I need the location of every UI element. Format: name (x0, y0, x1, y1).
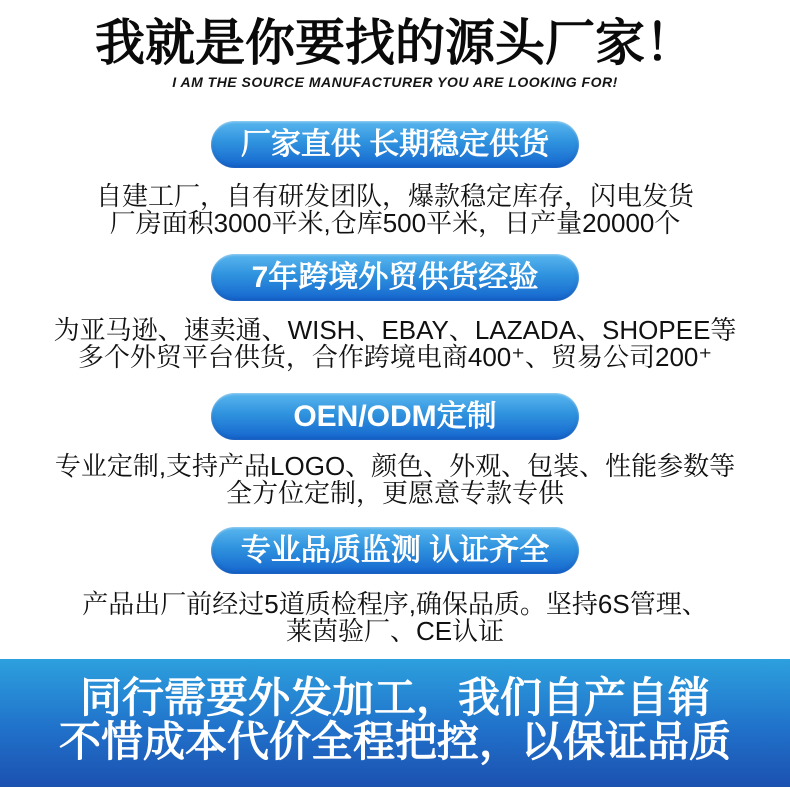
feature-section-quality-testing (0, 527, 790, 645)
feature-pill-oem-odm: OEN/ODM定制 (211, 393, 579, 440)
feature-description-line: 全方位定制，更愿意专款专供 (225, 478, 564, 508)
feature-pill-export-experience: 7年跨境外贸供货经验 (211, 254, 579, 301)
footer-line: 不惜成本代价全程把控，以保证品质 (58, 718, 731, 765)
feature-description-line: 自建工厂，自有研发团队，爆款稳定库存，闪电发货 (95, 181, 694, 211)
feature-pill-quality-testing: 专业品质监测 认证齐全 (211, 527, 579, 574)
page-subtitle: I AM THE SOURCE MANUFACTURER YOU ARE LOOKING FOR! (172, 74, 618, 90)
feature-description-line: 专业定制,支持产品LOGO、颜色、外观、包装、性能参数等 (54, 451, 736, 481)
feature-description-line: 厂房面积3000平米,仓库500平米，日产量20000个 (109, 208, 681, 238)
feature-description-line: 莱茵验厂、CE认证 (285, 616, 505, 646)
feature-pill-direct-supply: 厂家直供 长期稳定供货 (211, 121, 579, 168)
footer-banner (0, 659, 790, 787)
page-title: 我就是你要找的源头厂家！ (95, 15, 695, 71)
feature-section-direct-supply (0, 121, 790, 237)
header (0, 0, 790, 91)
feature-description-line: 为亚马逊、速卖通、WISH、EBAY、LAZADA、SHOPEE等 (53, 315, 737, 345)
feature-description-line: 产品出厂前经过5道质检程序,确保品质。坚持6S管理、 (82, 589, 708, 619)
feature-description-line: 多个外贸平台供货，合作跨境电商400⁺、贸易公司200⁺ (77, 342, 713, 372)
feature-section-export-experience (0, 254, 790, 371)
footer-line: 同行需要外发加工，我们自产自销 (79, 674, 710, 721)
feature-section-oem-odm (0, 393, 790, 507)
